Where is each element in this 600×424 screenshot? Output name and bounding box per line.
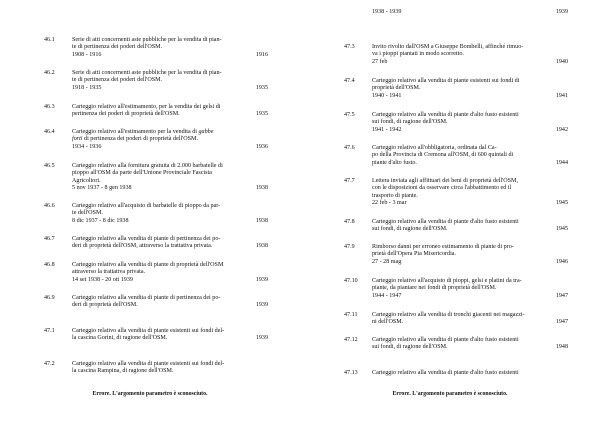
entry-number: 47.2 bbox=[44, 361, 55, 367]
entry-year: 1942 bbox=[555, 126, 568, 133]
entry-text: sui fondi, di ragione dell'OSM. bbox=[372, 344, 448, 351]
entry-dates: 1940 - 1941 bbox=[372, 92, 402, 99]
entry-year: 1939 bbox=[555, 9, 568, 15]
entry-number: 47.8 bbox=[344, 219, 355, 225]
entry-text: Carteggio relativo alla vendita di piante d'alto fusto esistenti bbox=[372, 219, 519, 225]
entry-number: 46.4 bbox=[44, 129, 55, 135]
entry-number: 47.7 bbox=[344, 178, 355, 184]
entry-number: 47.13 bbox=[344, 370, 358, 376]
entry-text: piante, da piantare nei fondi di proprietà dell'OSM. bbox=[372, 285, 497, 292]
entry-dates: 27 - 28 mag bbox=[372, 258, 402, 265]
entry-year: 1938 bbox=[255, 185, 268, 192]
entry-number: 47.9 bbox=[344, 244, 355, 250]
entry-number: 47.3 bbox=[344, 44, 355, 50]
entry-year: 1945 bbox=[555, 200, 568, 207]
entry-year: 1938 bbox=[255, 217, 268, 224]
entry-number: 47.11 bbox=[344, 312, 358, 318]
entry-text: Carteggio relativo alla vendita di piante di pertinenza dei po- bbox=[72, 295, 221, 301]
entry-year: 1939 bbox=[255, 302, 268, 309]
entry-number: 47.12 bbox=[344, 337, 358, 343]
entry-number: 47.1 bbox=[44, 328, 55, 334]
entry-text: sui fondi, di ragione dell'OSM. bbox=[372, 226, 448, 233]
entry-year: 1936 bbox=[255, 143, 268, 150]
entry-text: Carteggio relativo alla fornitura gratuita di 2.000 barbatelle di bbox=[72, 163, 223, 169]
entry-year: 1939 bbox=[255, 276, 268, 283]
entry-year: 1941 bbox=[555, 92, 568, 99]
page-footer: Errore. L'argomento parametro è sconosciuto. bbox=[392, 391, 508, 397]
entry-text: Carteggio relativo alla vendita di piante di proprietà dell'OSM bbox=[72, 262, 224, 268]
entry-text: pioppo all'OSM da parte dell'Unione Provinciale Fascista bbox=[72, 170, 212, 177]
entry-year: 1948 bbox=[555, 344, 568, 351]
entry-text: Carteggio relativo alla vendita di piante d'alto fusto esistenti bbox=[372, 112, 519, 118]
entry-dates: 14 set 1938 - 20 ott 1939 bbox=[72, 276, 133, 283]
entry-number: 47.6 bbox=[344, 145, 355, 151]
entry-text: te dell'OSM. bbox=[72, 210, 103, 217]
entry-text: la cascina Rampina, di ragione dell'OSM. bbox=[72, 368, 174, 375]
entry-number: 46.8 bbox=[44, 262, 55, 268]
entry-text: proprietà dell'OSM. bbox=[372, 85, 421, 92]
entry-text: deri di proprietà dell'OSM, attraverso la trattativa privata. bbox=[72, 243, 213, 250]
entry-text: Rimborso danni per erroneo estimamento di piante di pro- bbox=[372, 244, 514, 250]
entry-text: Carteggio relativo all'estimamento, per la vendita dei gelsi di bbox=[72, 104, 221, 110]
entry-text-italic: forti bbox=[72, 136, 83, 143]
entry-number: 46.1 bbox=[44, 37, 55, 43]
entry-text: te di pertinenza dei poderi dell'OSM. bbox=[72, 44, 163, 51]
entry-year: 1947 bbox=[555, 319, 568, 326]
entry-text: piante d'alto fusto. bbox=[372, 159, 417, 166]
entry-text: Carteggio relativo alla vendita di piante d'alto fusto esistenti bbox=[372, 337, 519, 343]
entry-text: con le disposizioni da osservare circa l'abbattimento ed il bbox=[372, 185, 512, 192]
entry-year: 1935 bbox=[255, 84, 268, 91]
entry-number: 46.7 bbox=[44, 236, 55, 242]
entry-year: 1916 bbox=[255, 51, 268, 58]
entry-text: Carteggio relativo alla vendita di piante esistenti sui fondi del- bbox=[72, 361, 225, 367]
entry-text: pertinenza dei poderi di proprietà dell'OSM. bbox=[72, 111, 180, 118]
entry-dates: 1918 - 1935 bbox=[72, 84, 102, 91]
entry-text: la cascina Gorini, di ragione dell'OSM. bbox=[72, 335, 168, 342]
entry-text: Invito rivolto dall'OSM a Giuseppe Bombelli, affinché rimuo- bbox=[372, 44, 524, 50]
entry-text: Serie di atti concernenti aste pubbliche per la vendita di pian- bbox=[72, 70, 222, 76]
entry-dates: 1934 - 1936 bbox=[72, 143, 102, 150]
entry-number: 46.5 bbox=[44, 163, 55, 169]
entry-text: Carteggio relativo alla vendita di piante d'alto fusto esistenti bbox=[372, 370, 519, 376]
entry-text: Carteggio relativo alla vendita di piante esistenti sui fondi di bbox=[372, 78, 520, 84]
entry-year: 1935 bbox=[255, 111, 268, 118]
entry-number: 47.5 bbox=[344, 112, 355, 118]
entry-year: 1944 bbox=[555, 159, 568, 166]
entry-year: 1947 bbox=[555, 292, 568, 299]
entry-number: 47.10 bbox=[344, 278, 358, 284]
entry-text: Agricoltori. bbox=[72, 177, 101, 184]
entry-number: 47.4 bbox=[344, 78, 355, 84]
entry-text: attraverso la trattativa privata. bbox=[72, 269, 146, 276]
entry-dates: 1908 - 1916 bbox=[72, 51, 102, 58]
entry-text: trasporto di piante. bbox=[372, 192, 418, 199]
entry-dates: 8 dic 1937 - 8 dic 1938 bbox=[72, 217, 129, 224]
entry-year: 1938 bbox=[255, 243, 268, 250]
entry-text: te di pertinenza dei poderi dell'OSM. bbox=[72, 77, 163, 84]
entry-text: Carteggio relativo all'acquisto di pioppi, gelsi e platini da tra- bbox=[372, 278, 522, 284]
entry-number: 46.2 bbox=[44, 70, 55, 76]
entry-text: Carteggio relativo all'acquisto di barbatelle di pioppo da par- bbox=[72, 203, 221, 209]
entry-text: sui fondi, di ragione dell'OSM. bbox=[372, 119, 448, 126]
entry-dates: 27 feb bbox=[372, 58, 388, 65]
entry-year: 1940 bbox=[555, 58, 568, 65]
entry-number: 46.6 bbox=[44, 203, 55, 209]
entry-number: 46.3 bbox=[44, 104, 55, 110]
entry-dates: 1938 - 1939 bbox=[372, 9, 402, 15]
right-page bbox=[300, 0, 600, 424]
entry-text: Carteggio relativo all'obbligatoria, ordinata dal Ca- bbox=[372, 145, 497, 151]
entry-text: Carteggio relativo all'estimamento per la vendita di bbox=[72, 129, 199, 135]
page-footer: Errore. L'argomento parametro è sconosciuto. bbox=[92, 391, 208, 397]
entry-dates: 5 nov 1937 - 8 gen 1938 bbox=[72, 185, 132, 192]
entry-text: va i pioppi piantati in modo scorretto. bbox=[372, 51, 464, 58]
entry-text: Carteggio relativo alla vendita di tronchi giacenti nei magazzi- bbox=[372, 312, 525, 318]
entry-year: 1946 bbox=[555, 258, 568, 265]
entry-dates: 1941 - 1942 bbox=[372, 126, 402, 133]
entry-year: 1945 bbox=[555, 226, 568, 233]
entry-text: deri di proprietà dell'OSM. bbox=[72, 302, 138, 309]
entry-dates: 22 feb - 3 mar bbox=[372, 200, 407, 207]
entry-dates: 1944 - 1947 bbox=[372, 292, 402, 299]
entry-text: Serie di atti concernenti aste pubbliche per la vendita di pian- bbox=[72, 37, 222, 43]
entry-text: Lettera inviata agli affittuari dei beni di proprietà dell'OSM, bbox=[372, 178, 519, 184]
entry-text: di pertinenza dei poderi di proprietà dell'OSM. bbox=[82, 136, 198, 143]
entry-text-italic: gabbe bbox=[198, 129, 214, 135]
entry-number: 46.9 bbox=[44, 295, 55, 301]
entry-text: ni dell'OSM. bbox=[372, 319, 404, 326]
entry-text: Carteggio relativo alla vendita di piante di pertinenza dei po- bbox=[72, 236, 221, 242]
entry-text: Carteggio relativo alla vendita di piante esistenti sui fondi del- bbox=[72, 328, 225, 334]
entry-year: 1939 bbox=[255, 335, 268, 342]
entry-text: prietà dell'Opera Pia Misericordia. bbox=[372, 251, 457, 258]
entry-text: po della Provincia di Cremona all'OSM, di 600 quintali di bbox=[372, 152, 514, 159]
